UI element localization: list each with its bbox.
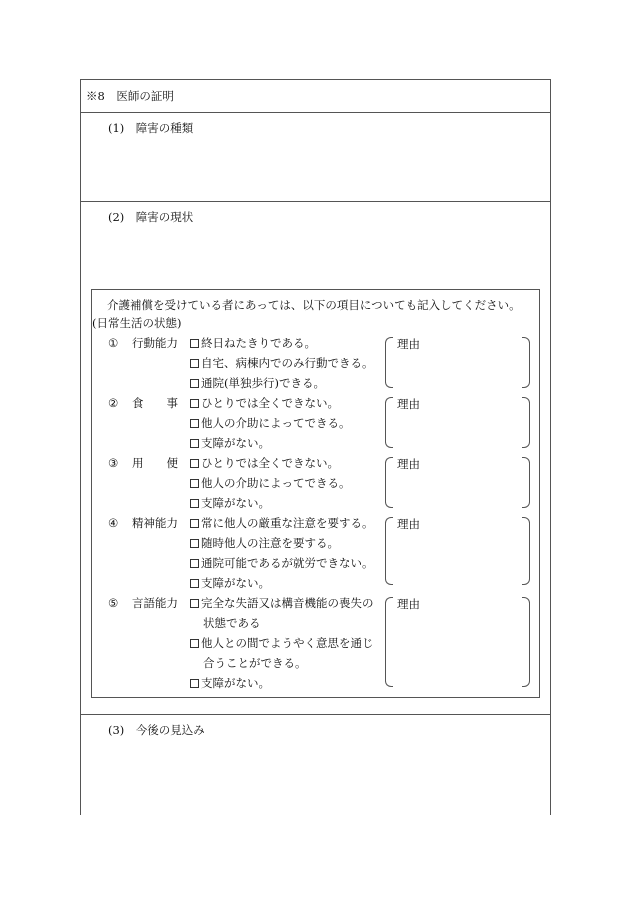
- item-label: 言語能力: [132, 596, 178, 610]
- reason-field-3[interactable]: [395, 472, 520, 506]
- item-number: ④: [108, 516, 119, 530]
- option: 他人の介助によってできる。: [190, 416, 351, 430]
- divider: [80, 112, 551, 113]
- section-current-status: (2) 障害の現状: [108, 210, 194, 224]
- item-label: 行動能力: [132, 336, 178, 350]
- option: 支障がない。: [190, 436, 270, 450]
- item-label: 用 便: [132, 456, 178, 470]
- divider: [80, 714, 551, 715]
- checkbox[interactable]: [190, 479, 199, 488]
- option: 終日ねたきりである。: [190, 336, 316, 350]
- checkbox[interactable]: [190, 399, 199, 408]
- reason-label: 理由: [397, 597, 420, 611]
- reason-field-4[interactable]: [395, 532, 520, 583]
- section-prognosis: (3) 今後の見込み: [108, 723, 205, 737]
- checkbox[interactable]: [190, 499, 199, 508]
- checkbox[interactable]: [190, 439, 199, 448]
- item-number: ⑤: [108, 596, 119, 610]
- checkbox[interactable]: [190, 539, 199, 548]
- reason-field-5[interactable]: [395, 612, 520, 685]
- reason-bracket-right: [522, 517, 530, 585]
- checkbox[interactable]: [190, 379, 199, 388]
- daily-life-subtitle: (日常生活の状態): [92, 316, 182, 330]
- option: 通院(単独歩行)できる。: [190, 376, 325, 390]
- reason-field-2[interactable]: [395, 412, 520, 446]
- reason-bracket-right: [522, 597, 530, 687]
- option: 支障がない。: [190, 496, 270, 510]
- reason-bracket-left: [385, 517, 393, 585]
- option: 随時他人の注意を要する。: [190, 536, 339, 550]
- option: 他人との間でようやく意思を通じ: [190, 636, 374, 650]
- item-label: 精神能力: [132, 516, 178, 530]
- checkbox[interactable]: [190, 459, 199, 468]
- checkbox[interactable]: [190, 599, 199, 608]
- reason-bracket-left: [385, 337, 393, 388]
- checkbox[interactable]: [190, 359, 199, 368]
- item-number: ②: [108, 396, 119, 410]
- reason-bracket-right: [522, 457, 530, 508]
- checkbox[interactable]: [190, 639, 199, 648]
- item-number: ①: [108, 336, 119, 350]
- section-disability-type: (1) 障害の種類: [108, 121, 194, 135]
- form-header: ※8 医師の証明: [86, 89, 174, 103]
- checkbox[interactable]: [190, 339, 199, 348]
- reason-field-1[interactable]: [395, 352, 520, 386]
- option: 自宅、病棟内でのみ行動できる。: [190, 356, 374, 370]
- option: 支障がない。: [190, 676, 270, 690]
- reason-label: 理由: [397, 337, 420, 351]
- item-label: 食 事: [132, 396, 178, 410]
- intro-text: 介護補償を受けている者にあっては、以下の項目についても記入してください。: [107, 298, 521, 312]
- option: 他人の介助によってできる。: [190, 476, 351, 490]
- reason-bracket-right: [522, 337, 530, 388]
- checkbox[interactable]: [190, 419, 199, 428]
- option: 完全な失語又は構音機能の喪失の: [190, 596, 374, 610]
- reason-bracket-left: [385, 597, 393, 687]
- divider: [80, 201, 551, 202]
- option: 常に他人の厳重な注意を要する。: [190, 516, 374, 530]
- option-continuation: 状態である: [203, 616, 261, 630]
- checkbox[interactable]: [190, 579, 199, 588]
- reason-bracket-left: [385, 457, 393, 508]
- checkbox[interactable]: [190, 559, 199, 568]
- option-continuation: 合うことができる。: [203, 656, 307, 670]
- option: 支障がない。: [190, 576, 270, 590]
- checkbox[interactable]: [190, 679, 199, 688]
- item-number: ③: [108, 456, 119, 470]
- checkbox[interactable]: [190, 519, 199, 528]
- option: ひとりでは全くできない。: [190, 396, 339, 410]
- option: ひとりでは全くできない。: [190, 456, 339, 470]
- reason-label: 理由: [397, 517, 420, 531]
- reason-label: 理由: [397, 457, 420, 471]
- reason-bracket-left: [385, 397, 393, 448]
- reason-label: 理由: [397, 397, 420, 411]
- option: 通院可能であるが就労できない。: [190, 556, 374, 570]
- reason-bracket-right: [522, 397, 530, 448]
